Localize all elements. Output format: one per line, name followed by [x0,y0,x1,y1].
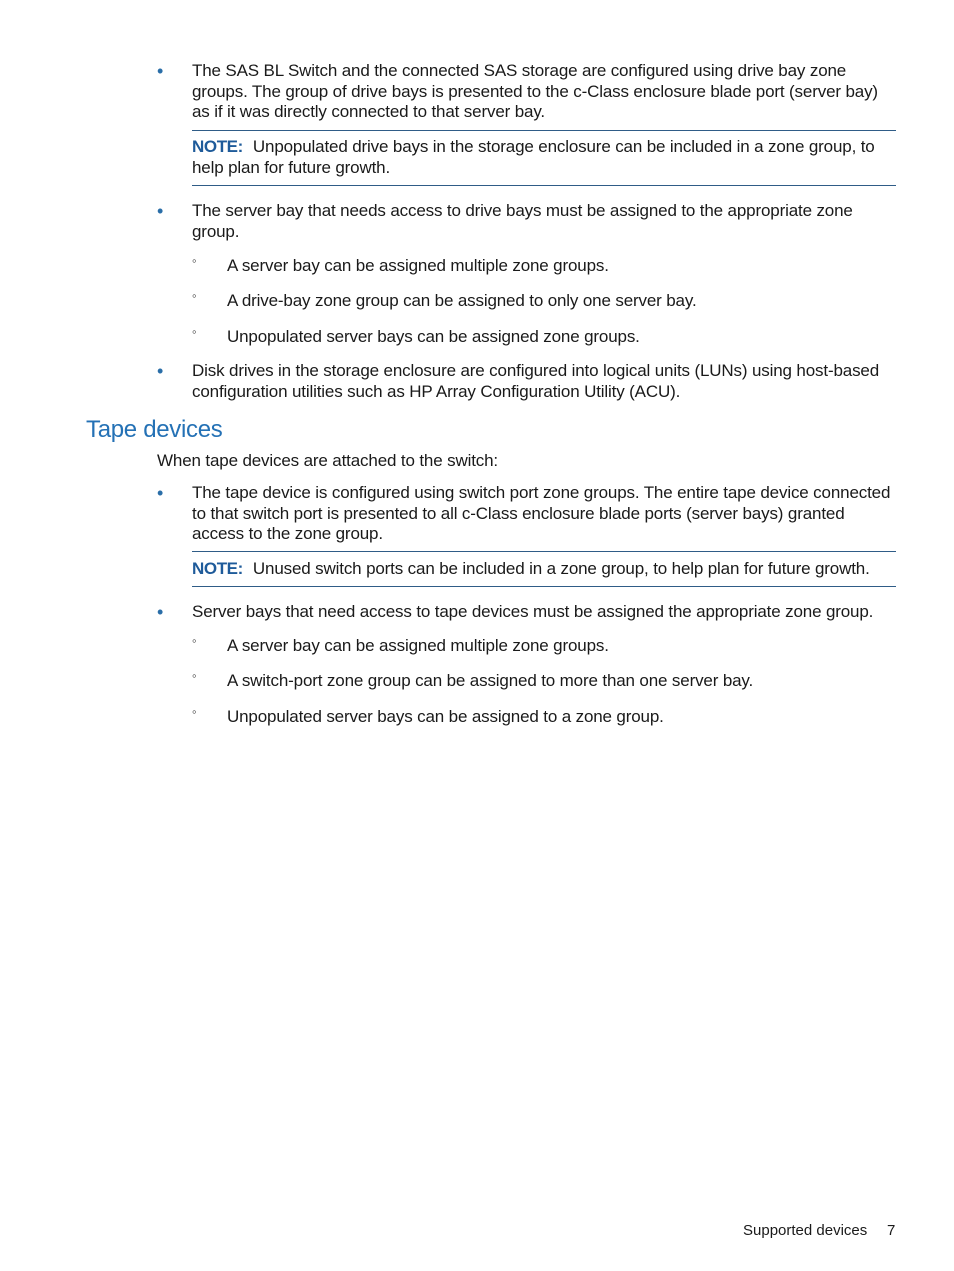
bullet-text: Server bays that need access to tape devices must be assigned the appropriate zone group. [192,602,874,621]
note-label: NOTE: [192,137,243,156]
bullet-marker: • [157,61,164,81]
note-text: Unpopulated drive bays in the storage enclosure can be included in a zone group, to help plan for future growth. [192,137,875,177]
note-content [192,559,896,580]
bullet-text: The tape device is configured using switch port zone groups. The entire tape device connected to that switch port is presented to all c-Class enclosure blade ports (server bays) granted access to the zone group. [192,483,891,544]
bullet-text: The server bay that needs access to drive bays must be assigned to the appropriate zone group. [192,201,853,241]
page-number: 7 [887,1222,896,1239]
list-item [157,483,899,545]
sub-bullet-marker: ◦ [192,324,197,339]
sub-list-item [192,288,892,313]
note-content [192,137,896,178]
sub-item-text: A server bay can be assigned multiple zone groups. [227,636,609,655]
sub-list-item [192,668,892,693]
sub-item-text: Unpopulated server bays can be assigned zone groups. [227,327,640,346]
sub-bullet-marker: ◦ [192,253,197,268]
sub-bullet-marker: ◦ [192,704,197,719]
list-item [157,361,899,403]
sub-bullet-marker: ◦ [192,288,197,303]
sub-bullet-marker: ◦ [192,668,197,683]
note-label: NOTE: [192,559,243,578]
sub-list-item [192,253,892,278]
bullet-text: Disk drives in the storage enclosure are configured into logical units (LUNs) using host-based configuration utilities such as HP Array Configuration Utility (ACU). [192,361,880,401]
bullet-text: The SAS BL Switch and the connected SAS storage are configured using drive bay zone groups. The group of drive bays is presented to the c-Class enclosure blade port (server bay) as if it was directly connected to that server bay. [192,61,878,122]
note-box [192,551,896,587]
note-box [192,130,896,186]
list-item [157,602,899,624]
bullet-marker: • [157,483,164,503]
bullet-marker: • [157,602,164,622]
sub-item-text: A drive-bay zone group can be assigned to only one server bay. [227,291,697,310]
sub-item-text: A server bay can be assigned multiple zone groups. [227,256,609,275]
footer-section-title: Supported devices [743,1222,868,1239]
section-heading: Tape devices [86,416,223,443]
sub-bullet-marker: ◦ [192,633,197,648]
sub-item-text: A switch-port zone group can be assigned to more than one server bay. [227,671,754,690]
sub-list-item [192,704,892,729]
note-text: Unused switch ports can be included in a zone group, to help plan for future growth. [252,559,870,578]
sub-item-text: Unpopulated server bays can be assigned to a zone group. [227,707,664,726]
bullet-marker: • [157,201,164,221]
list-item [157,201,899,243]
sub-list-item [192,324,892,349]
sub-list-item [192,633,892,658]
section-intro: When tape devices are attached to the switch: [157,451,499,470]
list-item [157,61,899,123]
bullet-marker: • [157,361,164,381]
